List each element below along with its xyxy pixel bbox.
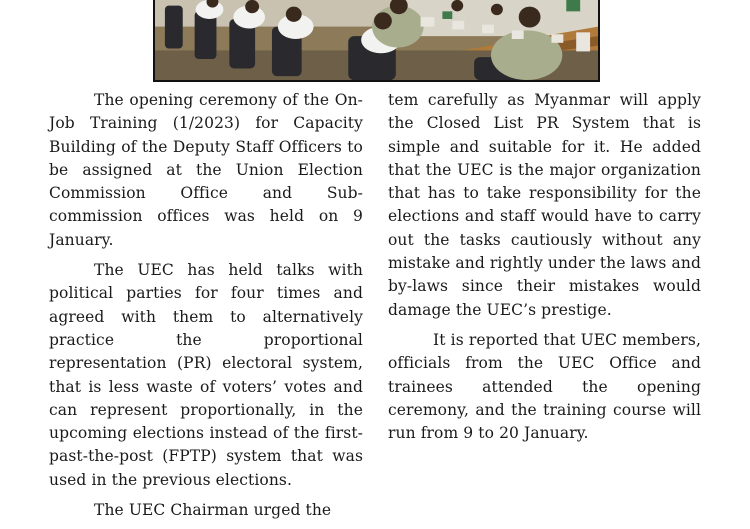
article-right-column	[388, 89, 701, 452]
paragraph-opening-ceremony: The opening ceremony of the On-Job Training (1/2023) for Capacity Building of the Deputy Staff Officers to be assigned at the Union Election Commission Office and Sub-commission offices was held on 9 January.	[49, 91, 363, 249]
meeting-room-illustration	[155, 0, 598, 80]
paragraph-closed-list-continued: tem carefully as Myanmar will apply the Closed List PR System that is simple and suitable for it. He added that the UEC is the major organization that has to take responsibility for the elections and staff would have to carry out the tasks cautiously without any mistake and rightly under the laws and by-laws since their mistakes would damage the UEC’s prestige.	[388, 91, 701, 319]
paragraph-attendees: It is reported that UEC members, officials from the UEC Office and trainees attended the opening ceremony, and the training course will run from 9 to 20 January.	[388, 330, 701, 443]
paragraph-pr-system: The UEC has held talks with political parties for four times and agreed with them to alternatively practice the proportional representation (PR) electoral system, that is less waste of voters’ votes and can represent proportionally, in the upcoming elections instead of the first-past-the-post (FPTP) system that was used in the previous elections.	[49, 261, 363, 489]
paragraph-chairman-urged: The UEC Chairman urged the	[94, 501, 332, 520]
meeting-photo	[153, 0, 600, 82]
article-left-column	[49, 89, 363, 529]
